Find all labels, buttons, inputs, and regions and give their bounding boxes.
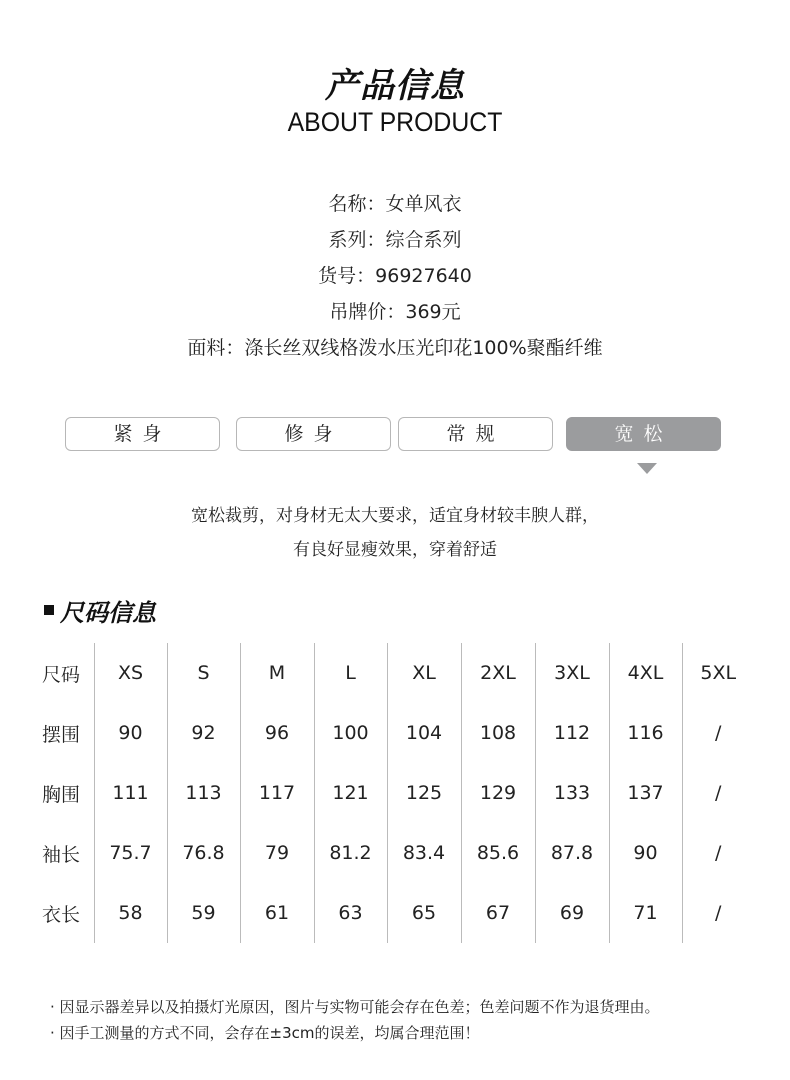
table-cell: 90 xyxy=(609,823,682,883)
product-item-no: 货号：96927640 xyxy=(318,265,472,287)
fit-option-loose[interactable]: 宽松 xyxy=(566,417,721,451)
table-cell: 117 xyxy=(240,763,314,823)
table-cell: 121 xyxy=(314,763,387,823)
table-row-header: 摆围 xyxy=(42,723,81,746)
fit-description xyxy=(0,499,790,567)
table-cell: 83.4 xyxy=(387,823,461,883)
table-cell: 137 xyxy=(609,763,682,823)
page-title: 产品信息 xyxy=(325,66,465,106)
table-cell: 90 xyxy=(94,703,167,763)
table-cell: 108 xyxy=(461,703,535,763)
table-cell: 5XL xyxy=(682,643,754,703)
table-row-header: 尺码 xyxy=(42,663,81,686)
size-table xyxy=(36,643,754,943)
square-bullet-icon xyxy=(44,605,54,615)
product-fabric: 面料：涤长丝双线格泼水压光印花100%聚酯纤维 xyxy=(187,337,603,359)
product-price: 吊牌价：369元 xyxy=(329,301,461,323)
table-cell: 67 xyxy=(461,883,535,943)
table-row-header: 袖长 xyxy=(42,843,81,866)
table-cell: 87.8 xyxy=(535,823,609,883)
table-row xyxy=(36,823,754,883)
table-cell: 76.8 xyxy=(167,823,240,883)
fit-option-regular[interactable]: 常规 xyxy=(398,417,553,451)
table-cell: 69 xyxy=(535,883,609,943)
table-cell: S xyxy=(167,643,240,703)
notes xyxy=(50,994,660,1046)
table-cell: 75.7 xyxy=(94,823,167,883)
table-row-header: 胸围 xyxy=(42,783,81,806)
table-cell: 111 xyxy=(94,763,167,823)
table-cell: 92 xyxy=(167,703,240,763)
table-cell: 116 xyxy=(609,703,682,763)
table-cell: 71 xyxy=(609,883,682,943)
table-cell: 63 xyxy=(314,883,387,943)
table-row xyxy=(36,763,754,823)
product-series: 系列：综合系列 xyxy=(328,229,462,251)
table-row xyxy=(36,643,754,703)
table-cell: 96 xyxy=(240,703,314,763)
table-cell: XL xyxy=(387,643,461,703)
table-cell: 129 xyxy=(461,763,535,823)
table-cell: 113 xyxy=(167,763,240,823)
fit-option-tight[interactable]: 紧身 xyxy=(65,417,220,451)
table-cell: 4XL xyxy=(609,643,682,703)
table-cell: M xyxy=(240,643,314,703)
size-section-heading xyxy=(44,592,156,628)
fit-option-slim[interactable]: 修身 xyxy=(236,417,391,451)
table-cell: 59 xyxy=(167,883,240,943)
table-cell: 112 xyxy=(535,703,609,763)
product-name: 名称：女单风衣 xyxy=(328,193,462,215)
table-cell: 104 xyxy=(387,703,461,763)
product-info xyxy=(0,186,790,366)
table-cell: / xyxy=(682,703,754,763)
fit-description-line: 有良好显瘦效果，穿着舒适 xyxy=(293,540,497,560)
table-cell: 61 xyxy=(240,883,314,943)
note-item: · 因手工测量的方式不同，会存在±3cm的误差，均属合理范围！ xyxy=(50,1024,480,1042)
table-cell: / xyxy=(682,763,754,823)
table-cell: 125 xyxy=(387,763,461,823)
table-cell: 100 xyxy=(314,703,387,763)
table-cell: 81.2 xyxy=(314,823,387,883)
fit-description-line: 宽松裁剪，对身材无太大要求，适宜身材较丰腴人群， xyxy=(191,506,599,526)
size-section-title: 尺码信息 xyxy=(60,598,156,627)
table-row-header: 衣长 xyxy=(42,903,81,926)
table-cell: 65 xyxy=(387,883,461,943)
page-subtitle: ABOUT PRODUCT xyxy=(287,107,503,137)
table-row xyxy=(36,703,754,763)
table-cell: 2XL xyxy=(461,643,535,703)
table-cell: 79 xyxy=(240,823,314,883)
table-row xyxy=(36,883,754,943)
table-cell: 58 xyxy=(94,883,167,943)
table-cell: L xyxy=(314,643,387,703)
table-cell: 133 xyxy=(535,763,609,823)
table-cell: 85.6 xyxy=(461,823,535,883)
table-cell: / xyxy=(682,823,754,883)
table-cell: 3XL xyxy=(535,643,609,703)
table-cell: XS xyxy=(94,643,167,703)
table-cell: / xyxy=(682,883,754,943)
note-item: · 因显示器差异以及拍摄灯光原因，图片与实物可能会存在色差；色差问题不作为退货理由。 xyxy=(50,998,660,1016)
selected-pointer-icon xyxy=(637,463,657,474)
